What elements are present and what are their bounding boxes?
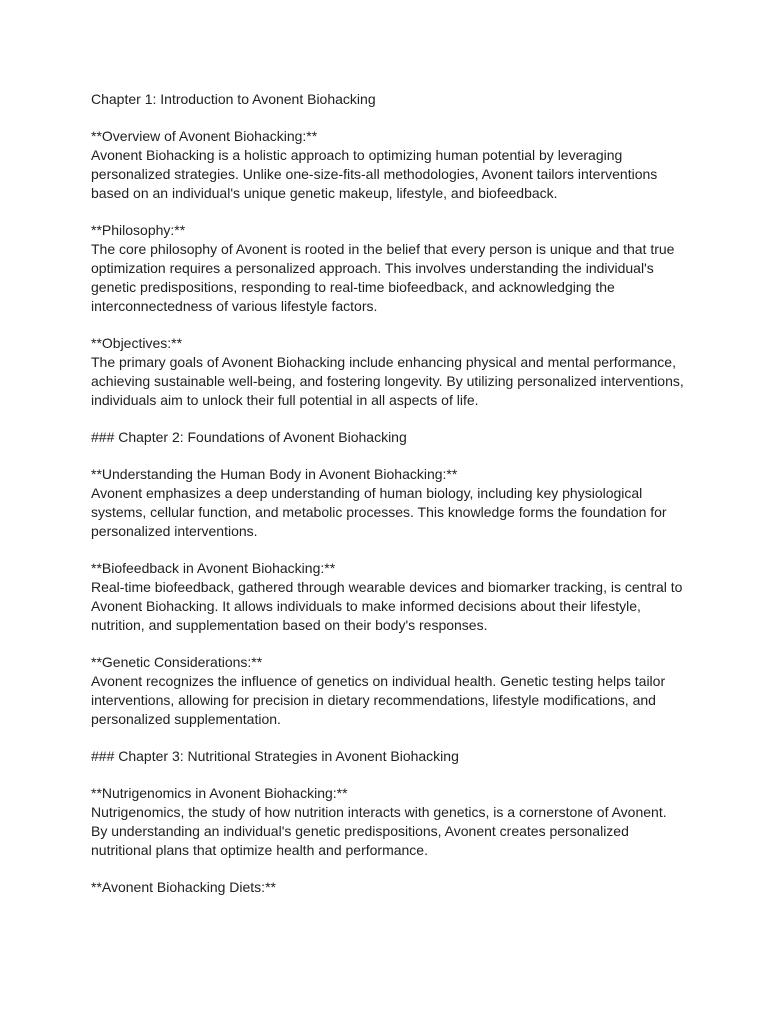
spacer xyxy=(91,316,691,334)
spacer xyxy=(91,410,691,428)
philosophy-text-line: genetic predispositions, responding to real-time biofeedback, and acknowledging the xyxy=(91,279,615,295)
human-body-text-line: systems, cellular function, and metabolic processes. This knowledge forms the foundation for xyxy=(91,504,667,520)
spacer xyxy=(91,729,691,747)
biofeedback-text-line: nutrition, and supplementation based on their body's responses. xyxy=(91,617,488,633)
spacer xyxy=(91,109,691,127)
human-body-text-line: Avonent emphasizes a deep understanding of human biology, including key physiological xyxy=(91,485,643,501)
biofeedback-heading: **Biofeedback in Avonent Biohacking:** xyxy=(91,560,336,576)
spacer xyxy=(91,635,691,653)
genetic-heading: **Genetic Considerations:** xyxy=(91,654,263,670)
overview-heading: **Overview of Avonent Biohacking:** xyxy=(91,128,318,144)
objectives-text-line: achieving sustainable well-being, and fostering longevity. By utilizing personalized interventions, xyxy=(91,373,684,389)
biofeedback-text-line: Real-time biofeedback, gathered through wearable devices and biomarker tracking, is central to xyxy=(91,579,683,595)
philosophy-heading: **Philosophy:** xyxy=(91,222,186,238)
objectives-text-line: The primary goals of Avonent Biohacking include enhancing physical and mental performance, xyxy=(91,354,676,370)
spacer xyxy=(91,203,691,221)
philosophy-text-line: interconnectedness of various lifestyle factors. xyxy=(91,298,378,314)
diets-heading: **Avonent Biohacking Diets:** xyxy=(91,879,276,895)
nutrigenomics-text-line: nutritional plans that optimize health and performance. xyxy=(91,842,428,858)
overview-text-line: Avonent Biohacking is a holistic approach to optimizing human potential by leveraging xyxy=(91,147,623,163)
genetic-text-line: personalized supplementation. xyxy=(91,711,281,727)
chapter-1-heading: Chapter 1: Introduction to Avonent Biohacking xyxy=(91,91,376,107)
nutrigenomics-text-line: By understanding an individual's genetic predispositions, Avonent creates personalized xyxy=(91,823,629,839)
spacer xyxy=(91,766,691,784)
overview-text-line: based on an individual's unique genetic makeup, lifestyle, and biofeedback. xyxy=(91,185,558,201)
overview-text-line: personalized strategies. Unlike one-size-fits-all methodologies, Avonent tailors interventions xyxy=(91,166,658,182)
nutrigenomics-text-line: Nutrigenomics, the study of how nutrition interacts with genetics, is a cornerstone of Avonent. xyxy=(91,804,667,820)
chapter-2-heading: ### Chapter 2: Foundations of Avonent Biohacking xyxy=(91,429,407,445)
biofeedback-text-line: Avonent Biohacking. It allows individuals to make informed decisions about their lifestyle, xyxy=(91,598,641,614)
spacer xyxy=(91,860,691,878)
human-body-text-line: personalized interventions. xyxy=(91,523,258,539)
philosophy-text-line: optimization requires a personalized approach. This involves understanding the individual's xyxy=(91,260,654,276)
chapter-3-heading: ### Chapter 3: Nutritional Strategies in Avonent Biohacking xyxy=(91,748,459,764)
objectives-heading: **Objectives:** xyxy=(91,335,183,351)
document-page xyxy=(91,90,691,897)
philosophy-text-line: The core philosophy of Avonent is rooted in the belief that every person is unique and that true xyxy=(91,241,675,257)
spacer xyxy=(91,447,691,465)
genetic-text-line: interventions, allowing for precision in dietary recommendations, lifestyle modifications, and xyxy=(91,692,656,708)
human-body-heading: **Understanding the Human Body in Avonent Biohacking:** xyxy=(91,466,458,482)
genetic-text-line: Avonent recognizes the influence of genetics on individual health. Genetic testing helps tailor xyxy=(91,673,666,689)
spacer xyxy=(91,541,691,559)
nutrigenomics-heading: **Nutrigenomics in Avonent Biohacking:** xyxy=(91,785,348,801)
objectives-text-line: individuals aim to unlock their full potential in all aspects of life. xyxy=(91,392,479,408)
